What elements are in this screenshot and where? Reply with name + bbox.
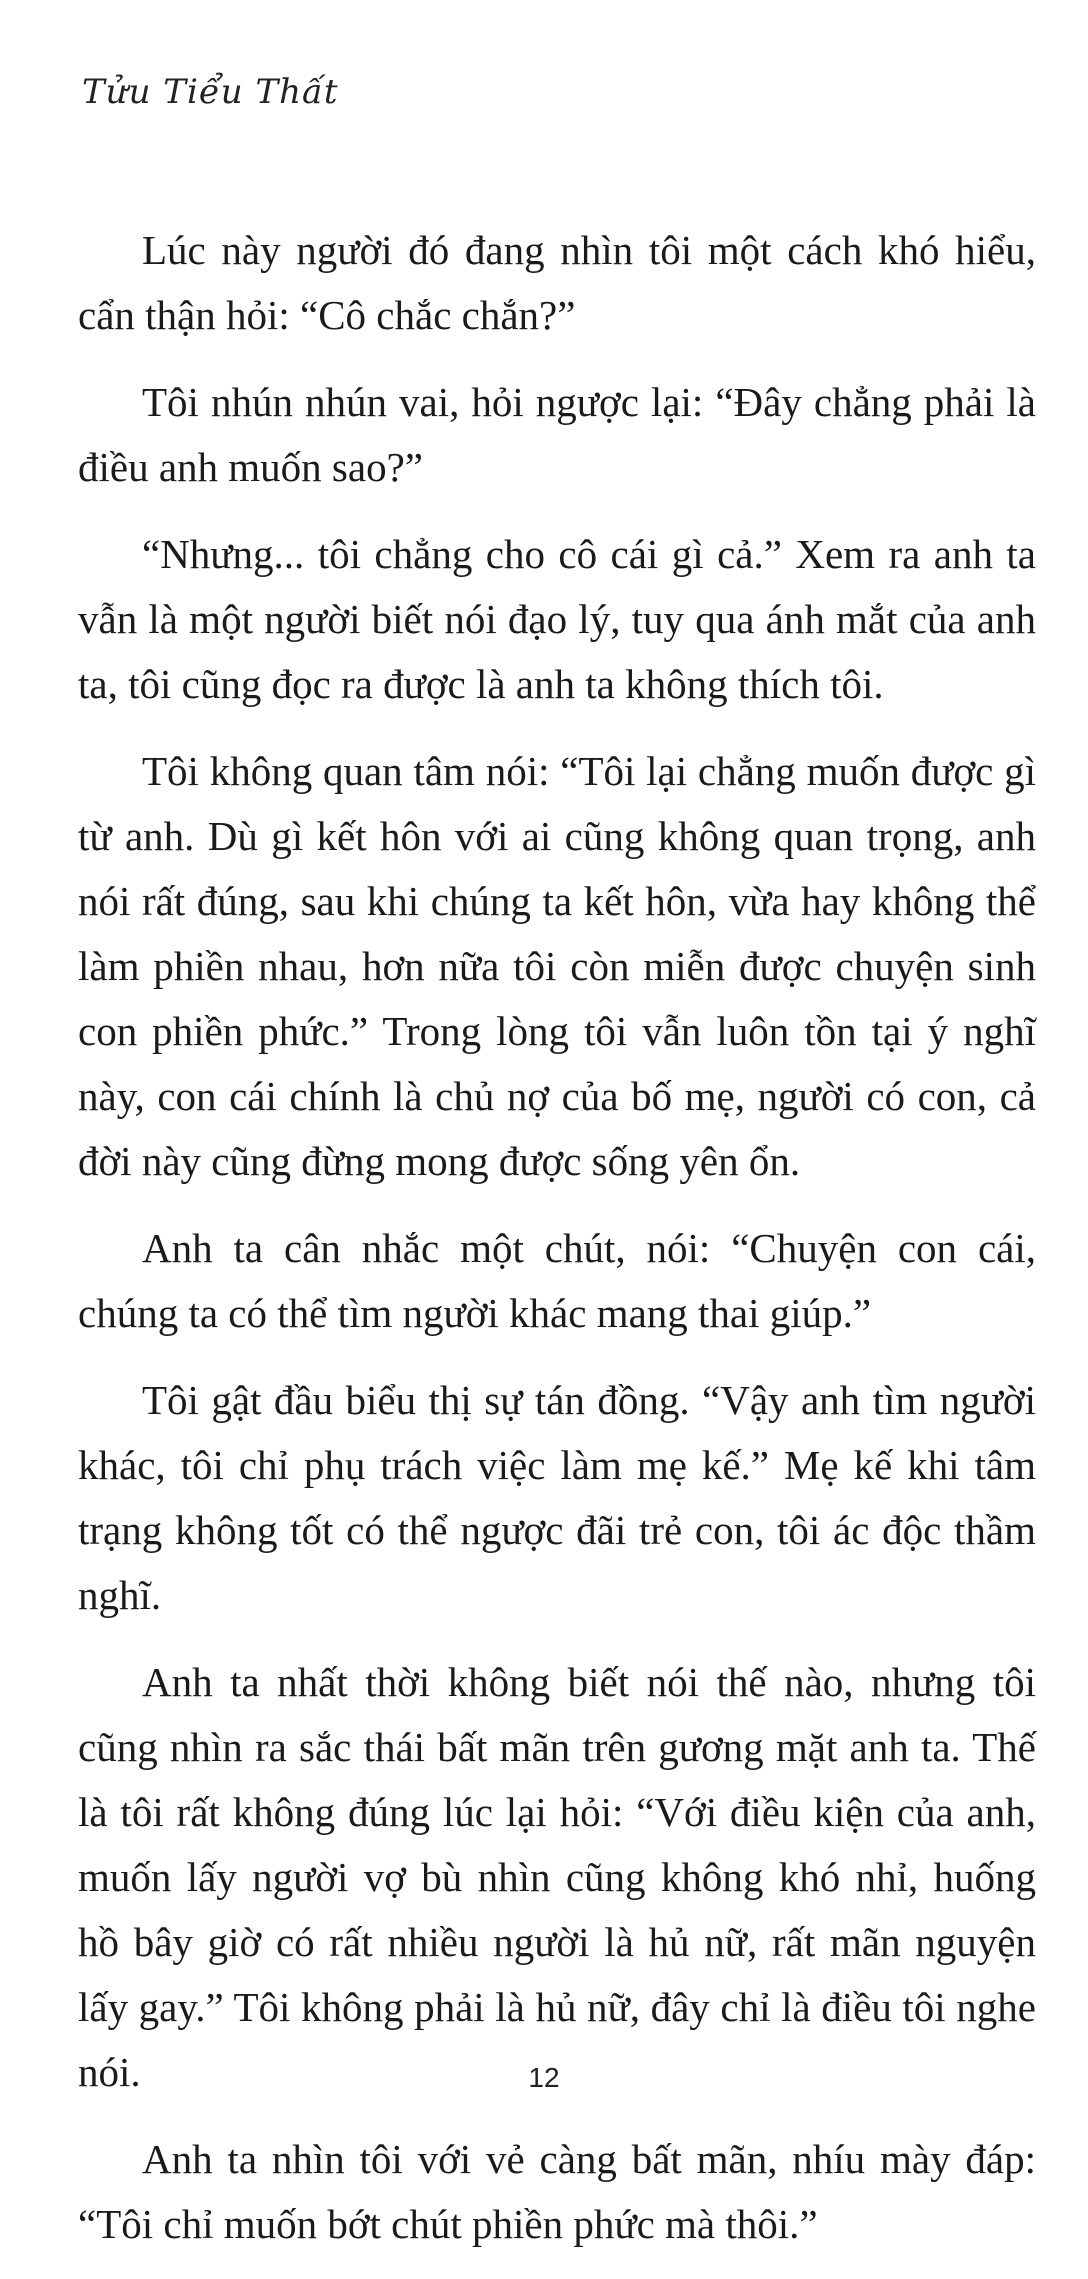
paragraph-8: Anh ta nhìn tôi với vẻ càng bất mãn, nhíu mày đáp: “Tôi chỉ muốn bớt chút phiền phức mà thôi.” bbox=[78, 2136, 1036, 2247]
paragraph-3: “Nhưng... tôi chẳng cho cô cái gì cả.” Xem ra anh ta vẫn là một người biết nói đạo lý, tuy qua ánh mắt của anh ta, tôi cũng đọc ra được là anh ta không thích tôi. bbox=[78, 531, 1036, 707]
body-text bbox=[78, 218, 1036, 2279]
page-number: 12 bbox=[528, 2062, 560, 2093]
paragraph-2: Tôi nhún nhún vai, hỏi ngược lại: “Đây chẳng phải là điều anh muốn sao?” bbox=[78, 379, 1036, 490]
paragraph-5: Anh ta cân nhắc một chút, nói: “Chuyện con cái, chúng ta có thể tìm người khác mang thai giúp.” bbox=[78, 1225, 1036, 1336]
paragraph-7: Anh ta nhất thời không biết nói thế nào, nhưng tôi cũng nhìn ra sắc thái bất mãn trên gương mặt anh ta. Thế là tôi rất không đúng lúc lại hỏi: “Với điều kiện của anh, muốn lấy người vợ bù nhìn cũng không khó nhỉ, huống hồ bây giờ có rất nhiều người là hủ nữ, rất mãn nguyện lấy gay.” Tôi không phải là hủ nữ, đây chỉ là điều tôi nghe nói. bbox=[78, 1659, 1036, 2095]
paragraph-1: Lúc này người đó đang nhìn tôi một cách khó hiểu, cẩn thận hỏi: “Cô chắc chắn?” bbox=[78, 227, 1036, 338]
paragraph-6: Tôi gật đầu biểu thị sự tán đồng. “Vậy anh tìm người khác, tôi chỉ phụ trách việc làm mẹ kế.” Mẹ kế khi tâm trạng không tốt có thể ngược đãi trẻ con, tôi ác độc thầm nghĩ. bbox=[78, 1377, 1036, 1618]
running-header: Tửu Tiểu Thất bbox=[82, 72, 339, 112]
paragraph-4: Tôi không quan tâm nói: “Tôi lại chẳng muốn được gì từ anh. Dù gì kết hôn với ai cũng không quan trọng, anh nói rất đúng, sau khi chúng ta kết hôn, vừa hay không thể làm phiền nhau, hơn nữa tôi còn miễn được chuyện sinh con phiền phức.” Trong lòng tôi vẫn luôn tồn tại ý nghĩ này, con cái chính là chủ nợ của bố mẹ, người có con, cả đời này cũng đừng mong được sống yên ổn. bbox=[78, 748, 1036, 1184]
